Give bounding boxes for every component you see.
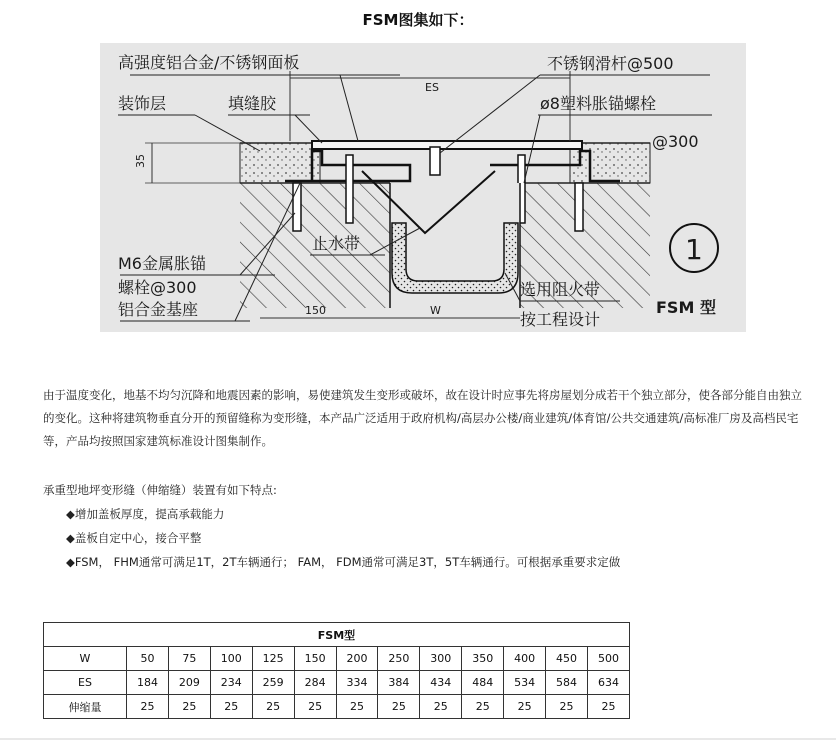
table-cell: 500 — [587, 647, 629, 671]
table-cell: 200 — [336, 647, 378, 671]
table-cell: 25 — [336, 695, 378, 719]
fsm-section-svg — [100, 43, 746, 332]
table-cell: 184 — [127, 671, 169, 695]
table-cell: 25 — [210, 695, 252, 719]
table-cell: 25 — [504, 695, 546, 719]
table-title: FSM型 — [44, 623, 630, 647]
label-fire-strip-2: 按工程设计 — [520, 310, 601, 329]
row-label: 伸缩量 — [44, 695, 127, 719]
m6-bolt-right — [575, 183, 583, 231]
table-row — [44, 695, 630, 719]
label-anchor-spacing: @300 — [652, 132, 699, 151]
label-filler: 填缝胶 — [228, 94, 277, 113]
table-cell: 50 — [127, 647, 169, 671]
table-cell: 400 — [504, 647, 546, 671]
table-cell: 434 — [420, 671, 462, 695]
table-title-row — [44, 623, 630, 647]
label-dim-150: 150 — [305, 304, 326, 317]
feature-item: ◆增加盖板厚度，提高承载能力 — [66, 507, 225, 521]
table-cell: 259 — [252, 671, 294, 695]
table-cell: 100 — [210, 647, 252, 671]
table-cell: 584 — [546, 671, 588, 695]
label-dim-35: 35 — [134, 154, 147, 168]
table-cell: 250 — [378, 647, 420, 671]
label-bolt-spacing: 螺栓@300 — [118, 278, 197, 297]
label-dim-w: W — [430, 304, 441, 317]
label-es: ES — [425, 81, 439, 94]
table-cell: 334 — [336, 671, 378, 695]
table-cell: 284 — [294, 671, 336, 695]
label-m6-anchor: M6金属胀锚 — [118, 254, 206, 273]
feature-item: ◆FSM， FHM通常可满足1T，2T车辆通行； FAM， FDM通常可满足3T，5T车辆通行。可根据承重要求定做 — [66, 555, 621, 569]
table-cell: 150 — [294, 647, 336, 671]
table-row — [44, 671, 630, 695]
left-decor-layer — [240, 143, 320, 183]
table-cell: 125 — [252, 647, 294, 671]
label-waterstop: 止水带 — [312, 234, 361, 253]
label-slide-bar: 不锈钢滑杆@500 — [547, 54, 674, 73]
table-cell: 25 — [168, 695, 210, 719]
table-cell: 25 — [252, 695, 294, 719]
slide-bar — [430, 147, 440, 175]
table-cell: 634 — [587, 671, 629, 695]
row-label: W — [44, 647, 127, 671]
anchor-bolt-left — [346, 155, 353, 223]
label-face-plate: 高强度铝合金/不锈钢面板 — [118, 53, 300, 72]
table-cell: 25 — [294, 695, 336, 719]
fsm-section-drawing — [100, 43, 746, 332]
table-cell: 484 — [462, 671, 504, 695]
label-fire-strip-1: 选用阻火带 — [520, 280, 601, 299]
table-cell: 300 — [420, 647, 462, 671]
table-cell: 209 — [168, 671, 210, 695]
table-cell: 450 — [546, 647, 588, 671]
label-detail-number: 1 — [685, 233, 703, 266]
page-title: FSM图集如下： — [362, 11, 474, 29]
label-decor-layer: 装饰层 — [118, 94, 167, 113]
table-cell: 25 — [378, 695, 420, 719]
fsm-spec-table — [43, 622, 630, 719]
table-cell: 534 — [504, 671, 546, 695]
table-cell: 234 — [210, 671, 252, 695]
label-anchor-bolt: ø8塑料胀锚螺栓 — [540, 94, 656, 113]
features-title: 承重型地坪变形缝（伸缩缝）装置有如下特点: — [43, 483, 277, 497]
table-row — [44, 647, 630, 671]
bottom-divider — [0, 738, 836, 740]
label-base: 铝合金基座 — [118, 300, 199, 319]
table-cell: 25 — [127, 695, 169, 719]
table-cell: 350 — [462, 647, 504, 671]
feature-item: ◆盖板自定中心，接合平整 — [66, 531, 202, 545]
table-cell: 25 — [546, 695, 588, 719]
table-cell: 25 — [462, 695, 504, 719]
table-cell: 25 — [420, 695, 462, 719]
intro-paragraph: 由于温度变化，地基不均匀沉降和地震因素的影响，易使建筑发生变形或破坏，故在设计时应事先将房屋划分成若干个独立部分，使各部分能自由独立的变化。这种将建筑物垂直分开的预留缝称为变形缝，本产品广泛适用于政府机构/高层办公楼/商业建筑/体育馆/公共交通建筑/高标准厂房及高档民宅等，产品均按照国家建筑标准设计图集制作。 — [43, 388, 802, 448]
table-cell: 75 — [168, 647, 210, 671]
table-cell: 384 — [378, 671, 420, 695]
table-cell: 25 — [587, 695, 629, 719]
row-label: ES — [44, 671, 127, 695]
label-model: FSM 型 — [656, 298, 716, 317]
